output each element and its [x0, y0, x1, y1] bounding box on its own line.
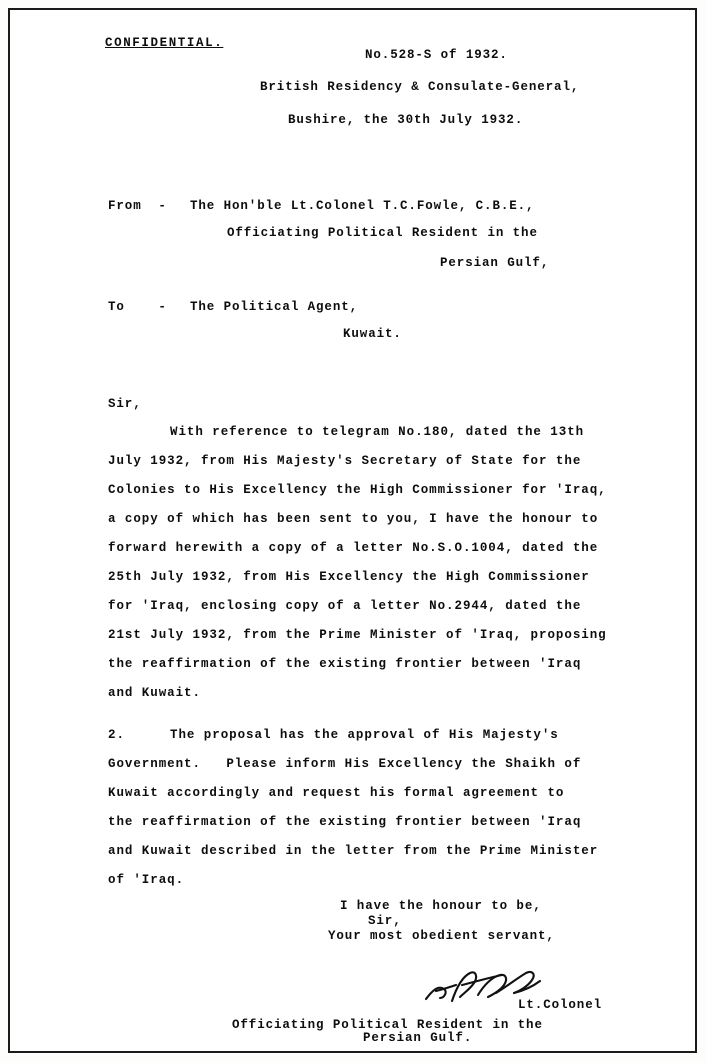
closing-line-2: Sir, [368, 914, 402, 928]
paragraph-2-line-5: and Kuwait described in the letter from the Prime Minister [108, 844, 599, 858]
paragraph-2-line-3: Kuwait accordingly and request his formal agreement to [108, 786, 565, 800]
paragraph-2-line-2: Government. Please inform His Excellency the Shaikh of [108, 757, 582, 771]
closing-line-1: I have the honour to be, [340, 899, 542, 913]
issuing-office: British Residency & Consulate-General, [260, 80, 580, 94]
to-line-1: The Political Agent, [190, 300, 359, 314]
paragraph-1-line-3: Colonies to His Excellency the High Commissioner for 'Iraq, [108, 483, 607, 497]
paragraph-2-line-4: the reaffirmation of the existing frontier between 'Iraq [108, 815, 582, 829]
paragraph-2-line-1: The proposal has the approval of His Majesty's [170, 728, 559, 742]
from-line-1: The Hon'ble Lt.Colonel T.C.Fowle, C.B.E., [190, 199, 535, 213]
paragraph-1-line-7: for 'Iraq, enclosing copy of a letter No.2944, dated the [108, 599, 582, 613]
signatory-title-line-2: Persian Gulf. [363, 1031, 473, 1045]
signatory-title-line-1: Officiating Political Resident in the [232, 1018, 543, 1032]
paragraph-2-line-6: of 'Iraq. [108, 873, 185, 887]
classification-stamp: CONFIDENTIAL. [105, 36, 224, 50]
from-label: From - [108, 199, 167, 213]
paragraph-1-line-9: the reaffirmation of the existing frontier between 'Iraq [108, 657, 582, 671]
paragraph-2-number: 2. [108, 728, 125, 742]
paragraph-1-line-5: forward herewith a copy of a letter No.S.O.1004, dated the [108, 541, 599, 555]
to-line-2: Kuwait. [343, 327, 402, 341]
from-line-3: Persian Gulf, [440, 256, 550, 270]
letter-paper [10, 10, 695, 1051]
from-line-2: Officiating Political Resident in the [227, 226, 538, 240]
reference-number: No.528-S of 1932. [365, 48, 508, 62]
paragraph-1-line-4: a copy of which has been sent to you, I have the honour to [108, 512, 599, 526]
paragraph-1-line-1: With reference to telegram No.180, dated the 13th [170, 425, 585, 439]
paragraph-1-line-10: and Kuwait. [108, 686, 201, 700]
paragraph-1-line-6: 25th July 1932, from His Excellency the High Commissioner [108, 570, 590, 584]
signatory-rank: Lt.Colonel [518, 998, 603, 1012]
to-label: To - [108, 300, 167, 314]
paragraph-1-line-2: July 1932, from His Majesty's Secretary of State for the [108, 454, 582, 468]
paragraph-1-line-8: 21st July 1932, from the Prime Minister of 'Iraq, proposing [108, 628, 607, 642]
place-and-date: Bushire, the 30th July 1932. [288, 113, 524, 127]
closing-line-3: Your most obedient servant, [328, 929, 555, 943]
salutation: Sir, [108, 397, 142, 411]
